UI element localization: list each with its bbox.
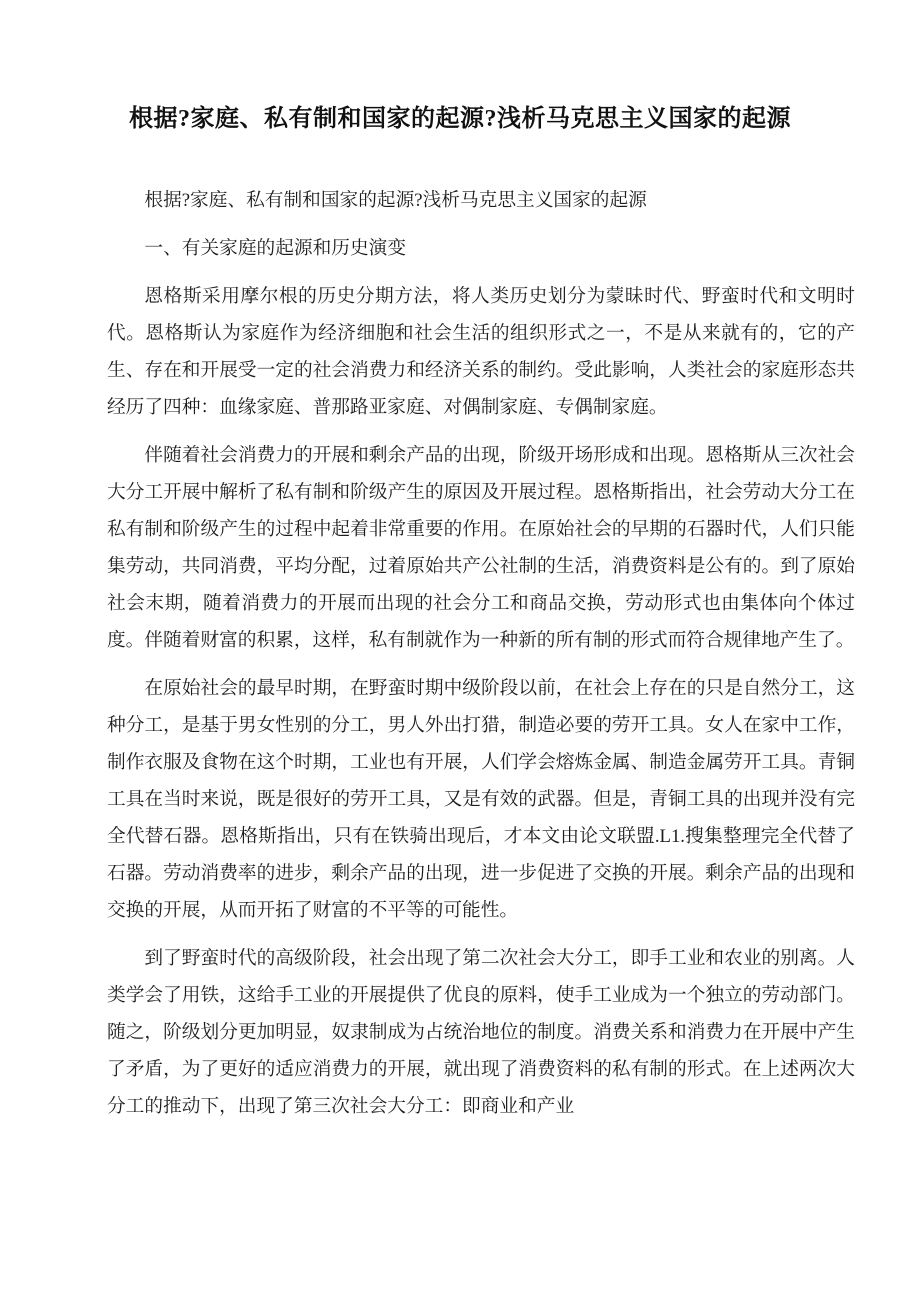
document-body bbox=[0, 136, 920, 1125]
subtitle-paragraph: 根据?家庭、私有制和国家的起源?浅析马克思主义国家的起源 bbox=[144, 190, 647, 211]
body-paragraph-3: 在原始社会的最早时期，在野蛮时期中级阶段以前，在社会上存在的只是自然分工，这种分工，是基于男女性别的分工，男人外出打猎，制造必要的劳开工具。女人在家中工作，制作衣服及食物在这个时期，工业也有开展，人们学会熔炼金属、制造金属劳开工具。青铜工具在当时来说，既是很好的劳开工具，又是有效的武器。但是，青铜工具的出现并没有完全代替石器。恩格斯指出，只有在铁骑出现后，才本文由论文联盟.L1.搜集整理完全代替了石器。劳动消费率的进步，剩余产品的出现，进一步促进了交换的开展。剩余产品的出现和交换的开展，从而开拓了财富的不平等的可能性。 bbox=[107, 678, 855, 921]
body-paragraph-1: 恩格斯采用摩尔根的历史分期方法，将人类历史划分为蒙昧时代、野蛮时代和文明时代。恩格斯认为家庭作为经济细胞和社会生活的组织形式之一，不是从来就有的，它的产生、存在和开展受一定的社会消费力和经济关系的制约。受此影响，人类社会的家庭形态共经历了四种：血缘家庭、普那路亚家庭、对偶制家庭、专偶制家庭。 bbox=[107, 286, 855, 418]
section-heading: 一、有关家庭的起源和历史演变 bbox=[144, 238, 407, 259]
document-title: 根据?家庭、私有制和国家的起源?浅析马克思主义国家的起源 bbox=[129, 106, 791, 132]
body-paragraph-2: 伴随着社会消费力的开展和剩余产品的出现，阶级开场形成和出现。恩格斯从三次社会大分工开展中解析了私有制和阶级产生的原因及开展过程。恩格斯指出，社会劳动大分工在私有制和阶级产生的过程中起着非常重要的作用。在原始社会的早期的石器时代，人们只能集劳动，共同消费，平均分配，过着原始共产公社制的生活，消费资料是公有的。到了原始社会末期，随着消费力的开展而出现的社会分工和商品交换，劳动形式也由集体向个体过度。伴随着财富的积累，这样，私有制就作为一种新的所有制的形式而符合规律地产生了。 bbox=[107, 445, 855, 651]
body-paragraph-4: 到了野蛮时代的高级阶段，社会出现了第二次社会大分工，即手工业和农业的别离。人类学会了用铁，这给手工业的开展提供了优良的原料，使手工业成为一个独立的劳动部门。随之，阶级划分更加明显，奴隶制成为占统治地位的制度。消费关系和消费力在开展中产生了矛盾，为了更好的适应消费力的开展，就出现了消费资料的私有制的形式。在上述两次大分工的推动下，出现了第三次社会大分工：即商业和产业 bbox=[107, 948, 855, 1117]
